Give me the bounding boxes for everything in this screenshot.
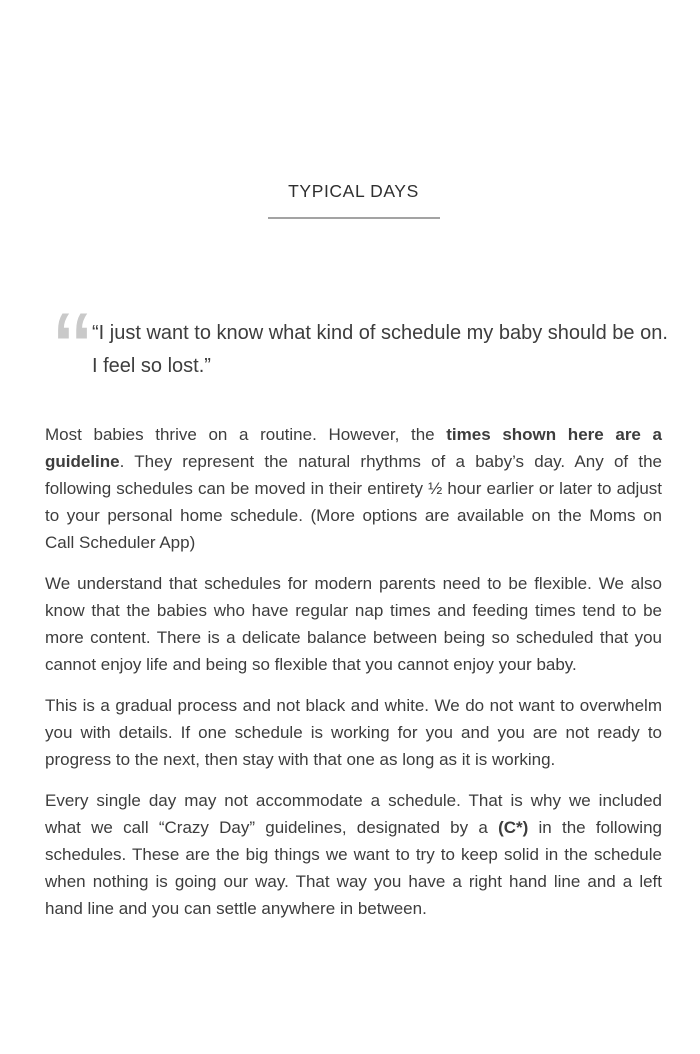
pull-quote-text [92,317,668,383]
paragraph-2: We understand that schedules for modern parents need to be flexible. We also know that the babies who have regular nap times and feeding times tend to be more content. There is a delicate balance between being so scheduled that you cannot enjoy life and being so flexible that you cannot enjoy your baby. [45,574,662,674]
paragraph-4-text-post: in the following schedules. These are the big things we want to try to keep solid in the schedule when nothing is going our way. That way you have a right hand line and a left hand line and you can settle anywhere in between. [45,818,662,918]
paragraph-1-text-post: . They represent the natural rhythms of a baby’s day. Any of the following schedules can be moved in their entirety ½ hour earlier or later to adjust to your personal home schedule. (More options are available on the Moms on Call Scheduler App) [45,452,662,552]
opening-quote-icon: “ [54,290,92,415]
pull-quote [54,290,668,415]
paragraph-4 [45,787,662,922]
paragraph-1-text-pre: Most babies thrive on a routine. However, the [45,425,447,444]
quote-line-1: “I just want to know what kind of schedule my baby should be on. [92,322,668,344]
title-underline [268,217,440,219]
paragraph-4-text-pre: Every single day may not accommodate a schedule. That is why we included what we call “Crazy Day” guidelines, designated by a [45,791,662,837]
paragraph-4-bold-text: (C*) [498,818,529,837]
paragraph-3: This is a gradual process and not black and white. We do not want to overwhelm you with details. If one schedule is working for you and you are not ready to progress to the next, then stay with that one as long as it is working. [45,696,662,769]
page-title: TYPICAL DAYS [288,181,419,201]
paragraph-1 [45,421,662,556]
quote-line-2: I feel so lost.” [92,355,211,377]
paragraph-1-bold-text: times shown here are a guideline [45,425,662,471]
